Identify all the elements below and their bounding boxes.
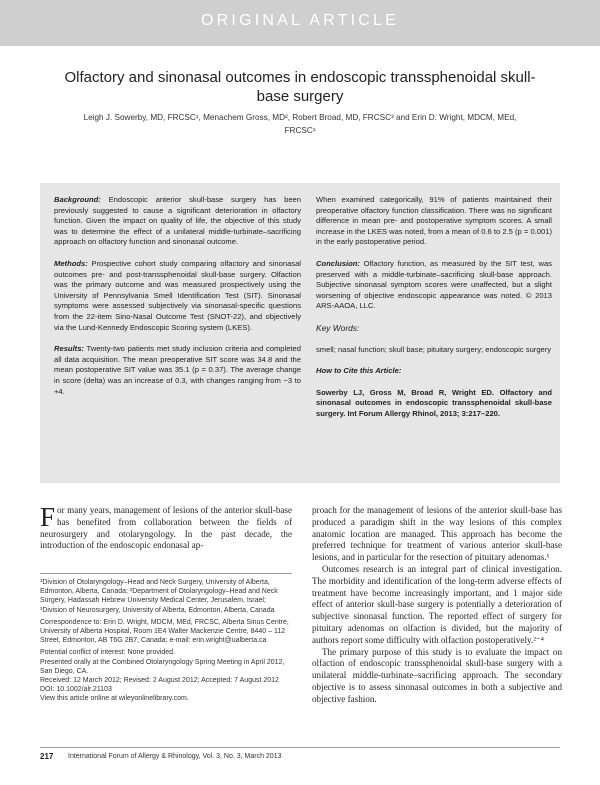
footer-divider [40, 747, 560, 748]
body-left-column [40, 502, 292, 552]
conclusion-label: Conclusion: [316, 258, 360, 268]
results-continued: When examined categorically, 91% of patients maintained their preoperative olfactory function classification. There was no significant difference in mean pre- and postoperative symptom scores. A small increase in the LKES was noted, from a mean of 0.6 to 2.5 (p = 0.001) in the early postoperative period. [316, 195, 552, 247]
correspondence: Correspondence to: Erin D. Wright, MDCM, MEd, FRCSC, Alberta Sinus Centre, University of Alberta Hospital, Room 1E4 Walter Mackenzie Centre, 8440 – 112 Street, Edmonton, AB T6G 2B7, Canada; e-mail: erin.wright@ualberta.ca [40, 618, 289, 645]
cite-text: Sowerby LJ, Gross M, Broad R, Wright ED. Olfactory and sinonasal outcomes in endoscopic transsphenoidal skull-base surgery. Int Forum Allergy Rhinol, 2013; 3:217–220. [316, 387, 552, 418]
conflict-note: Potential conflict of interest: None provided. [40, 649, 176, 657]
abstract-right-column [316, 195, 552, 431]
background-text: Endoscopic anterior skull-base surgery has been previously suggested to cause a significant deterioration in olfactory function. Given the impact on quality of life, the objective of this study was to determine the effect of a unilateral middle-turbinate–sacrificing approach on olfactory function and sinonasal outcome. [54, 195, 301, 247]
body-paragraph-3: The primary purpose of this study is to evaluate the impact on olfaction of endoscopic transsphenoidal skull-base surgery with a unilateral middle-turbinate–sacrificing approach. The secondary objective is to assess sinonasal outcomes in both a subjective and objective fashion. [312, 646, 562, 704]
abstract-left-column [54, 195, 301, 408]
abstract-results [54, 344, 301, 397]
header-bar [0, 0, 600, 46]
body-right-column [312, 505, 562, 706]
intro-text: or many years, management of lesions of the anterior skull-base has benefited from collaboration between the fields of neurosurgery and otolaryngology. In the past decade, the introduction of the endoscopic endonasal ap- [40, 505, 292, 551]
section-label: ORIGINAL ARTICLE [201, 12, 399, 29]
keywords-text: smell; nasal function; skull base; pituitary surgery; endoscopic surgery [316, 344, 552, 354]
results-label: Results: [54, 344, 84, 354]
body-paragraph-1: proach for the management of lesions of the anterior skull-base has produced a paradigm shift in the way lesions of this complex anatomic location are managed. This approach has become the preferred technique for treatment of various anterior skull-base lesions, and in particular for the resection of pituitary adenomas.¹ [312, 505, 562, 563]
doi-note: DOI: 10.1002/alr.21103 [40, 686, 112, 694]
cite-label: How to Cite this Article: [316, 366, 402, 376]
footnotes [40, 578, 292, 704]
journal-citation: International Forum of Allergy & Rhinology, Vol. 3, No. 3, March 2013 [68, 753, 282, 760]
author-list: Leigh J. Sowerby, MD, FRCSC¹, Menachem Gross, MD², Robert Broad, MD, FRCSC³ and Erin D. Wright, MDCM, MEd, FRCSC¹ [83, 113, 517, 135]
presented-note: Presented orally at the Combined Otolaryngology Spring Meeting in April 2012, San Diego, CA. [40, 658, 285, 675]
intro-paragraph [40, 502, 292, 552]
page-number: 217 [40, 752, 54, 761]
affiliations: ¹Division of Otolaryngology–Head and Neck Surgery, University of Alberta, Edmonton, Alberta, Canada; ²Department of Otolaryngology–Head and Neck Surgery, Hadassah Hebrew University Medical Center, Jerusalem, Israel; ³Division of Neurosurgery, University of Alberta, Edmonton, Alberta, Canada [40, 579, 278, 614]
abstract-methods [54, 259, 301, 333]
footnote-divider [40, 573, 292, 574]
methods-text: Prospective cohort study comparing olfactory and sinonasal outcomes pre- and post-transsphenoidal skull-base surgery. Olfaction was the primary outcome and was measured prospectively using the University of Pennsylvania Smell Identification Test (SIT). Sinonasal symptoms were assessed subjectively via sinonasal-specific questions from the 22-item Sino-Nasal Outcome Test (SNOT-22), and objectively via the Lund-Kennedy Endoscopic Scoring system (LKES). [54, 258, 301, 332]
results-text: Twenty-two patients met study inclusion criteria and completed all data acquisition. The mean preoperative SIT score was 34.8 and the mean postoperative SIT value was 35.1 (p = 0.37). The average change in score (delta) was an increase of 0.3, with changes ranging from −3 to +4. [54, 344, 301, 396]
abstract-background [54, 195, 301, 248]
abstract-box [40, 183, 560, 483]
online-note: View this article online at wileyonlinelibrary.com. [40, 695, 189, 703]
background-label: Background: [54, 195, 101, 204]
article-title: Olfactory and sinonasal outcomes in endoscopic transsphenoidal skull-base surgery [64, 69, 536, 105]
conclusion-text: Olfactory function, as measured by the SIT test, was preserved with a middle-turbinate–sacrificing skull-base approach. Subjective sinonasal symptom scores were unaffected, but a slight worsening of objective endoscopic appearance was noted. © 2013 ARS-AAOA, LLC. [316, 258, 552, 311]
methods-label: Methods: [54, 258, 88, 268]
dates-note: Received: 12 March 2012; Revised: 2 August 2012; Accepted: 7 August 2012 [40, 677, 279, 685]
keywords-label: Key Words: [316, 322, 360, 333]
drop-cap: F [40, 502, 56, 532]
body-paragraph-2: Outcomes research is an integral part of clinical investigation. The morbidity and identification of the long-term adverse effects of treatment have become increasingly important, and 1 major side effect of anterior skull-base surgery is potentially a deterioration of subjective sinonasal function. The reported effect of surgery for pituitary adenomas on olfaction is divided, but the majority of authors report some difficulty with olfaction postoperatively.²⁻⁴ [312, 563, 562, 645]
abstract-conclusion [316, 259, 552, 312]
